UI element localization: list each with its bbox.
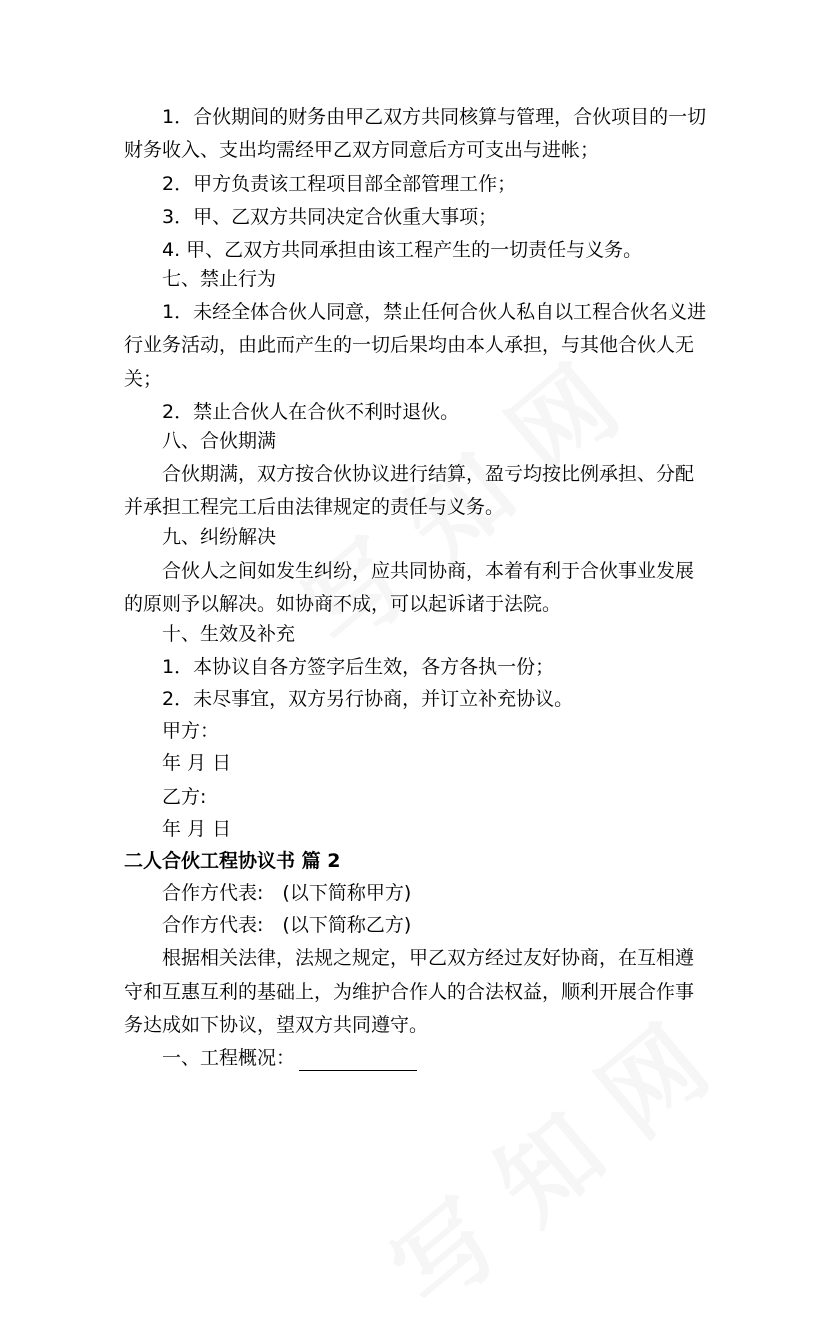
paragraph-line: 2．未尽事宜，双方另行协商，并订立补充协议。 bbox=[162, 688, 574, 710]
paragraph-line: 2．禁止合伙人在合伙不利时退伙。 bbox=[162, 401, 460, 423]
paragraph-line: 根据相关法律，法规之规定，甲乙双方经过友好协商，在互相遵 bbox=[162, 947, 695, 969]
paragraph-line: 的原则予以解决。如协商不成，可以起诉诸于法院。 bbox=[124, 593, 562, 615]
paragraph-line: 行业务活动，由此而产生的一切后果均由本人承担，与其他合伙人无 bbox=[124, 334, 695, 356]
watermark-bottom bbox=[357, 988, 733, 1336]
paragraph-line: 合伙期满，双方按合伙协议进行结算，盈亏均按比例承担、分配 bbox=[162, 463, 695, 485]
paragraph-line: 1．本协议自各方签字后生效，各方各执一份； bbox=[162, 656, 555, 678]
date-line: 年 月 日 bbox=[162, 818, 232, 840]
paragraph-line: 关； bbox=[124, 368, 163, 390]
fill-in-blank bbox=[299, 1050, 417, 1071]
section-heading: 九、纠纷解决 bbox=[162, 526, 277, 548]
project-overview-label: 一、工程概况： bbox=[162, 1047, 296, 1069]
paragraph-line: 合作方代表: (以下简称甲方) bbox=[162, 882, 412, 904]
paragraph-line: 合伙人之间如发生纠纷，应共同协商，本着有利于合伙事业发展 bbox=[162, 560, 695, 582]
paragraph-line: 2．甲方负责该工程项目部全部管理工作； bbox=[162, 173, 517, 195]
section-heading: 十、生效及补充 bbox=[162, 623, 296, 645]
paragraph-line: 4. 甲、乙双方共同承担由该工程产生的一切责任与义务。 bbox=[162, 239, 643, 261]
paragraph-line: 合作方代表: (以下简称乙方) bbox=[162, 914, 412, 936]
date-line: 年 月 日 bbox=[162, 752, 232, 774]
document-title: 二人合伙工程协议书 篇 2 bbox=[124, 850, 341, 872]
paragraph-line: 守和互惠互利的基础上，为维护合作人的合法权益，顺利开展合作事 bbox=[124, 981, 695, 1003]
paragraph-line: 1．合伙期间的财务由甲乙双方共同核算与管理，合伙项目的一切 bbox=[162, 106, 707, 128]
paragraph-line: 1．未经全体合伙人同意，禁止任何合伙人私自以工程合伙名义进 bbox=[162, 301, 707, 323]
signature-label: 乙方: bbox=[162, 786, 207, 808]
paragraph-line: 3．甲、乙双方共同决定合伙重大事项； bbox=[162, 206, 498, 228]
project-overview-line bbox=[162, 1045, 417, 1071]
signature-label: 甲方： bbox=[162, 720, 220, 742]
section-heading: 七、禁止行为 bbox=[162, 268, 277, 290]
paragraph-line: 务达成如下协议，望双方共同遵守。 bbox=[124, 1014, 429, 1036]
paragraph-line: 财务收入、支出均需经甲乙双方同意后方可支出与进帐； bbox=[124, 139, 600, 161]
paragraph-line: 并承担工程完工后由法律规定的责任与义务。 bbox=[124, 496, 505, 518]
section-heading: 八、合伙期满 bbox=[162, 430, 277, 452]
